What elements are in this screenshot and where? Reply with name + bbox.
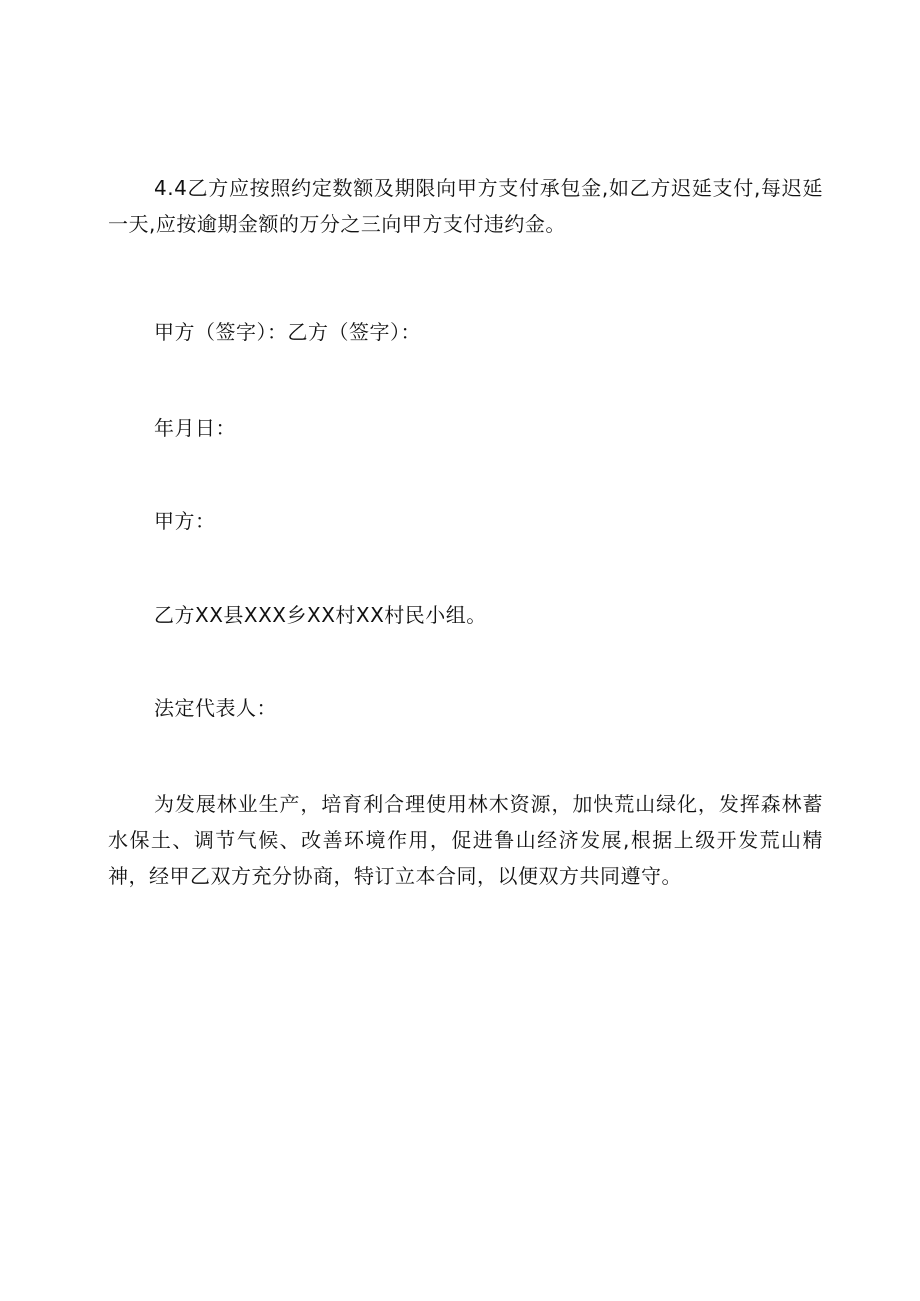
date-line: 年月日：: [154, 416, 236, 440]
party-a-line: 甲方：: [154, 509, 216, 533]
party-b-line: 乙方XX县XXX乡XX村XX村民小组。: [154, 603, 487, 627]
legal-representative-line: 法定代表人：: [154, 696, 277, 720]
signature-line: 甲方（签字）：乙方（签字）：: [154, 320, 421, 344]
preamble-paragraph: 为发展林业生产，培育利合理使用林木资源，加快荒山绿化，发挥森林蓄水保土、调节气候、改善环境作用，促进鲁山经济发展,根据上级开发荒山精神，经甲乙双方充分协商，特订立本合同，以便双方共同遵守。: [108, 792, 823, 888]
clause-4-4-paragraph: 4.4乙方应按照约定数额及期限向甲方支付承包金,如乙方迟延支付,每迟延一天,应按逾期金额的万分之三向甲方支付违约金。: [108, 176, 823, 236]
